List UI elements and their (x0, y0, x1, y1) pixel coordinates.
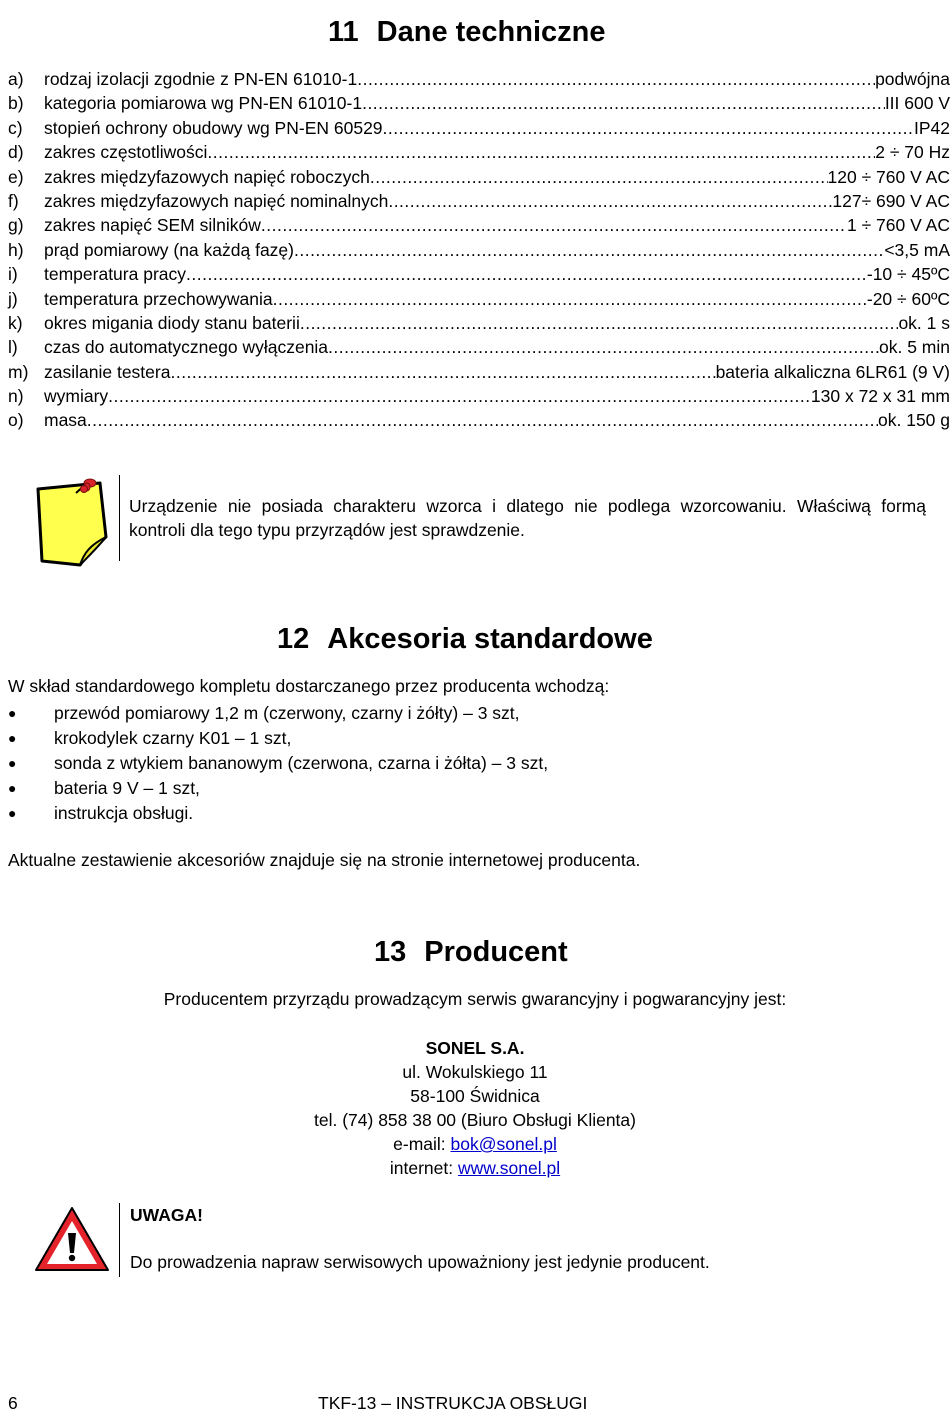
accessories-list (8, 701, 548, 826)
spec-label: temperatura pracy (44, 264, 187, 285)
spec-letter: n) (8, 386, 24, 407)
email-label: e-mail: (393, 1134, 451, 1154)
spec-row (8, 238, 950, 262)
bullet-icon: ● (8, 705, 17, 721)
note-divider (119, 475, 120, 561)
spec-letter: f) (8, 190, 19, 211)
bullet-icon: ● (8, 805, 17, 821)
spec-row (8, 213, 950, 237)
spec-label: czas do automatycznego wyłączenia (44, 337, 329, 358)
spec-value: ok. 1 s (898, 312, 950, 333)
leader-dots (362, 91, 885, 115)
spec-label: zakres częstotliwości (44, 142, 208, 163)
city: 58-100 Świdnica (410, 1086, 540, 1106)
list-item-text: sonda z wtykiem bananowym (czerwona, czarna i żółta) – 3 szt, (54, 753, 549, 773)
spec-value: IP42 (914, 117, 950, 138)
spec-row (8, 311, 950, 335)
spec-letter: b) (8, 93, 24, 114)
accessories-note: Aktualne zestawienie akcesoriów znajduje się na stronie internetowej producenta. (8, 850, 641, 870)
list-item-text: bateria 9 V – 1 szt, (54, 778, 200, 798)
spec-row (8, 408, 950, 432)
spec-value: -10 ÷ 45ºC (866, 264, 950, 285)
email-line (0, 1132, 950, 1156)
section-number: 13 (374, 936, 407, 968)
spec-letter: d) (8, 142, 24, 163)
section-number: 11 (328, 16, 359, 48)
footer-title: TKF-13 – INSTRUKCJA OBSŁUGI (318, 1393, 588, 1413)
bullet-icon: ● (8, 730, 17, 746)
calibration-note: Urządzenie nie posiada charakteru wzorca i dlatego nie podlega wzorcowaniu. Właściwą formą kontroli dla tego typu przyrządów jest sprawdzenie. (129, 496, 926, 540)
section-heading-producer (374, 936, 568, 969)
leader-dots (294, 238, 884, 262)
leader-dots (370, 165, 828, 189)
spec-letter: l) (8, 337, 18, 358)
list-item-text: instrukcja obsługi. (54, 803, 194, 823)
spec-letter: j) (8, 288, 18, 309)
spec-row (8, 67, 950, 91)
leader-dots (300, 311, 899, 335)
warning-title: UWAGA! (130, 1205, 203, 1225)
spec-value: podwójna (875, 69, 950, 89)
email-link[interactable]: bok@sonel.pl (450, 1134, 557, 1154)
leader-dots (108, 384, 811, 408)
leader-dots (328, 335, 879, 359)
web-label: internet: (389, 1158, 458, 1178)
spec-row (8, 287, 950, 311)
warning-triangle-icon (33, 1205, 111, 1273)
spec-label: prąd pomiarowy (na każdą fazę) (44, 239, 294, 260)
spec-value: -20 ÷ 60ºC (866, 288, 950, 309)
spec-letter: h) (8, 239, 24, 260)
spec-letter: e) (8, 166, 24, 187)
street: ul. Wokulskiego 11 (402, 1062, 548, 1082)
spec-label: wymiary (44, 386, 109, 407)
list-item (8, 776, 548, 801)
leader-dots (87, 408, 878, 432)
producer-intro: Producentem przyrządu prowadzącym serwis gwarancyjny i pogwarancyjny jest: (163, 989, 787, 1009)
spec-label: zakres napięć SEM silników (44, 215, 261, 236)
spec-row (8, 91, 950, 115)
producer-address (0, 1036, 950, 1180)
list-item (8, 801, 548, 826)
bullet-icon: ● (8, 780, 17, 796)
spec-label: zakres międzyfazowych napięć roboczych (44, 166, 370, 187)
leader-dots (170, 360, 715, 384)
leader-dots (273, 287, 867, 311)
spec-label: stopień ochrony obudowy wg PN-EN 60529 (44, 117, 383, 138)
spec-letter: m) (8, 361, 29, 382)
section-title: Dane techniczne (376, 16, 606, 48)
spec-letter: i) (8, 264, 18, 285)
spec-label: zakres międzyfazowych napięć nominalnych (44, 190, 389, 211)
spec-letter: a) (8, 69, 24, 89)
spec-row (8, 360, 950, 384)
web-line (0, 1156, 950, 1180)
website-link[interactable]: www.sonel.pl (457, 1158, 561, 1178)
spec-row (8, 262, 950, 286)
company-name: SONEL S.A. (425, 1038, 525, 1058)
spec-value: <3,5 mA (884, 239, 950, 260)
spec-label: rodzaj izolacji zgodnie z PN-EN 61010-1 (44, 69, 358, 89)
warning-divider (119, 1203, 120, 1277)
section-heading-accessories (277, 623, 653, 656)
section-title: Akcesoria standardowe (327, 623, 653, 655)
list-item-text: krokodylek czarny K01 – 1 szt, (54, 728, 292, 748)
spec-value: 1 ÷ 760 V AC (846, 215, 950, 236)
page-number: 6 (8, 1393, 18, 1413)
spec-value: ok. 5 min (879, 337, 950, 358)
spec-row (8, 335, 950, 359)
spec-label: kategoria pomiarowa wg PN-EN 61010-1 (44, 93, 363, 114)
list-item (8, 701, 548, 726)
spec-label: okres migania diody stanu baterii (44, 312, 300, 333)
spec-row (8, 384, 950, 408)
section-heading-technical-data (328, 16, 606, 49)
leader-dots (357, 67, 875, 91)
spec-label: zasilanie testera (44, 361, 171, 382)
warning-text: Do prowadzenia napraw serwisowych upoważniony jest jedynie producent. (130, 1252, 710, 1272)
list-item-text: przewód pomiarowy 1,2 m (czerwony, czarny i żółty) – 3 szt, (54, 703, 520, 723)
bullet-icon: ● (8, 755, 17, 771)
spec-value: 130 x 72 x 31 mm (810, 386, 950, 407)
spec-row (8, 140, 950, 164)
spec-value: 2 ÷ 70 Hz (875, 142, 950, 163)
spec-row (8, 165, 950, 189)
technical-specs-list (8, 67, 950, 433)
section-number: 12 (277, 623, 310, 655)
spec-letter: g) (8, 215, 24, 236)
spec-value: bateria alkaliczna 6LR61 (9 V) (715, 361, 950, 382)
list-item (8, 726, 548, 751)
section-title: Producent (424, 936, 568, 968)
spec-letter: k) (8, 312, 23, 333)
spec-value: III 600 V (884, 93, 950, 114)
phone: tel. (74) 858 38 00 (Biuro Obsługi Klienta) (314, 1110, 636, 1130)
leader-dots (207, 140, 875, 164)
leader-dots (261, 213, 847, 237)
spec-row (8, 189, 950, 213)
spec-label: masa (44, 410, 87, 431)
leader-dots (186, 262, 867, 286)
leader-dots (388, 189, 832, 213)
spec-label: temperatura przechowywania (44, 288, 273, 309)
pinned-note-icon (28, 475, 118, 570)
spec-value: 127÷ 690 V AC (832, 190, 950, 211)
spec-value: 120 ÷ 760 V AC (827, 166, 950, 187)
spec-letter: c) (8, 117, 23, 138)
list-item (8, 751, 548, 776)
spec-letter: o) (8, 410, 24, 431)
spec-value: ok. 150 g (878, 410, 950, 431)
spec-row (8, 116, 950, 140)
accessories-intro: W skład standardowego kompletu dostarczanego przez producenta wchodzą: (8, 676, 610, 696)
leader-dots (383, 116, 914, 140)
